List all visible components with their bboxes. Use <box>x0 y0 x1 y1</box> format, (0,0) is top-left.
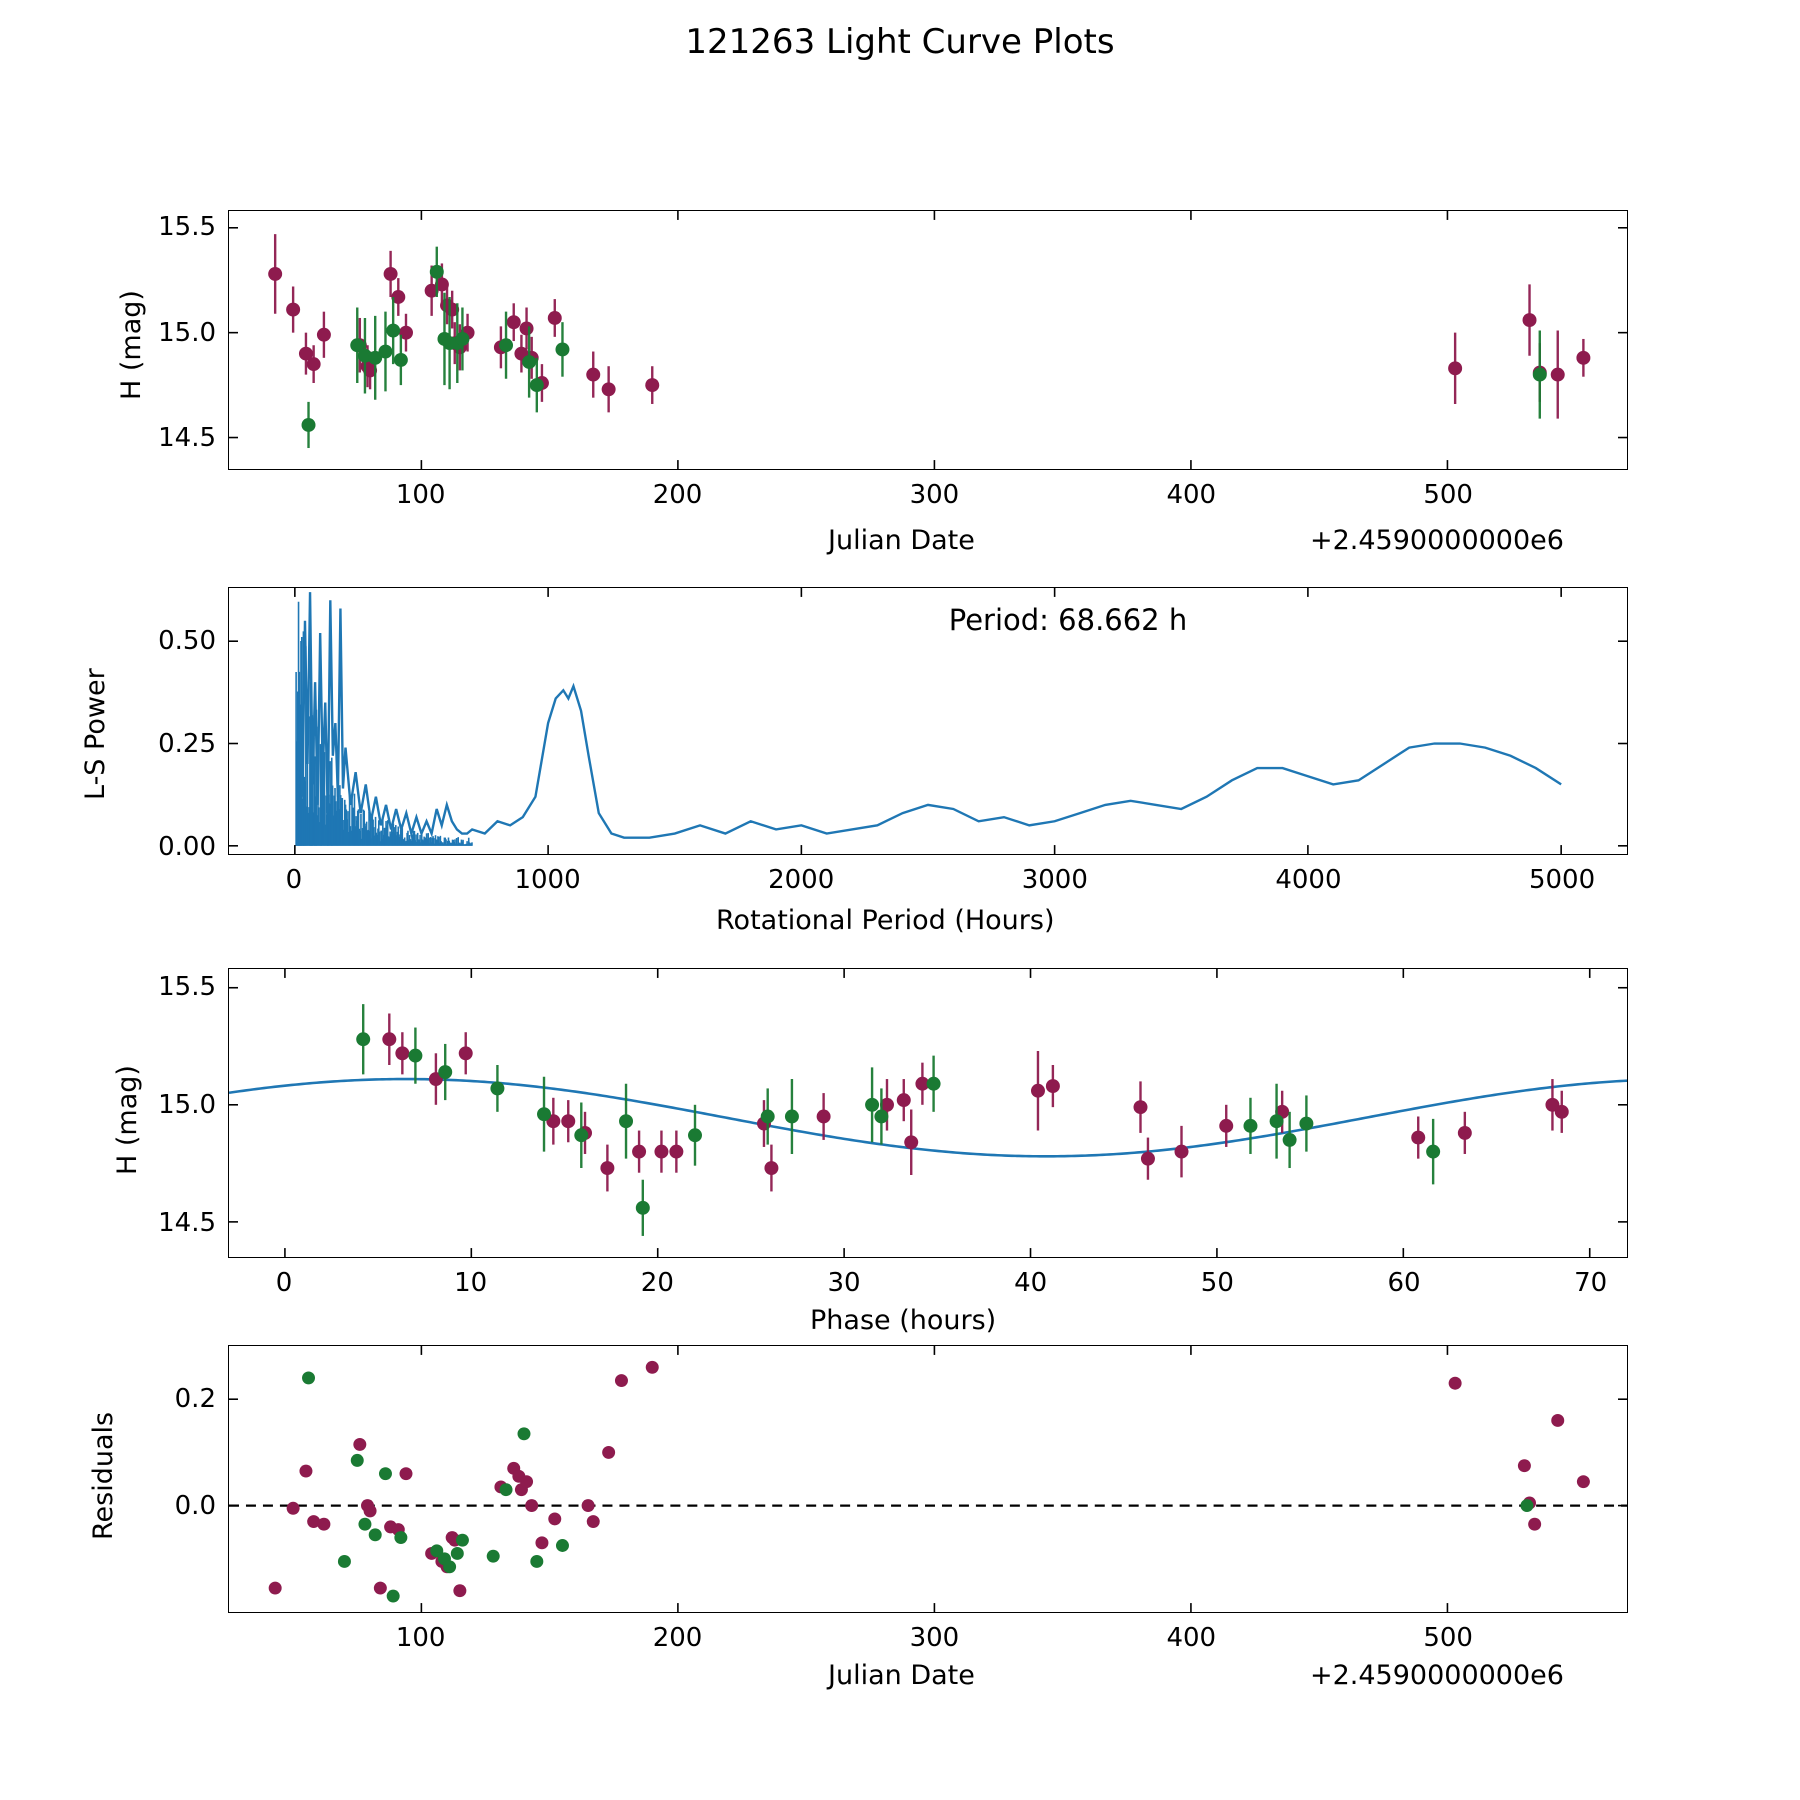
x-tick-label: 400 <box>1166 1623 1217 1653</box>
x-tick-label: 30 <box>827 1268 861 1298</box>
x-tick-label: 40 <box>1014 1268 1048 1298</box>
x-tick-label: 200 <box>652 480 703 510</box>
series-green <box>302 1371 1533 1602</box>
x-tick-label: 1000 <box>514 865 581 895</box>
axis-label-julian-date-1: Julian Date <box>828 525 975 556</box>
x-tick-label: 4000 <box>1275 865 1342 895</box>
y-tick-label: 14.5 <box>158 423 216 454</box>
y-tick-label: 0.00 <box>158 831 216 862</box>
axis-label-h-mag-1: H (mag) <box>116 290 147 400</box>
x-tick-label: 0 <box>285 865 303 895</box>
axes-phase-folded[interactable] <box>228 968 1628 1258</box>
series-green <box>356 1004 1440 1236</box>
y-tick-label: 0.50 <box>158 625 216 656</box>
figure-title: 121263 Light Curve Plots <box>685 22 1115 62</box>
x-tick-label: 100 <box>395 1623 446 1653</box>
axes-residuals[interactable] <box>228 1345 1628 1613</box>
axis-offset-2: +2.4590000000e6 <box>1310 1660 1564 1691</box>
axes-periodogram[interactable] <box>228 587 1628 855</box>
x-tick-label: 70 <box>1574 1268 1608 1298</box>
x-tick-label: 200 <box>652 1623 703 1653</box>
x-tick-label: 2000 <box>768 865 835 895</box>
x-tick-label: 20 <box>640 1268 674 1298</box>
period-annotation: Period: 68.662 h <box>948 603 1188 637</box>
x-tick-label: 300 <box>909 480 960 510</box>
y-tick-label: 15.0 <box>158 1089 216 1120</box>
x-tick-label: 400 <box>1166 480 1217 510</box>
axis-label-h-mag-2: H (mag) <box>112 1065 143 1175</box>
axis-label-julian-date-2: Julian Date <box>828 1660 975 1691</box>
x-tick-label: 300 <box>909 1623 960 1653</box>
x-tick-label: 0 <box>275 1268 293 1298</box>
y-tick-label: 15.5 <box>158 971 216 1002</box>
x-tick-label: 100 <box>395 480 446 510</box>
x-tick-label: 500 <box>1423 1623 1473 1653</box>
series-magenta <box>269 1361 1590 1597</box>
axis-label-residuals: Residuals <box>88 1411 119 1540</box>
line-power <box>297 592 1561 838</box>
x-tick-label: 60 <box>1387 1268 1421 1298</box>
x-tick-label: 3000 <box>1021 865 1088 895</box>
series-magenta <box>268 234 1590 419</box>
x-tick-label: 5000 <box>1528 865 1596 895</box>
axis-label-ls-power: L-S Power <box>80 668 111 800</box>
y-tick-label: 14.5 <box>158 1207 216 1238</box>
y-tick-label: 0.0 <box>174 1490 216 1521</box>
y-tick-label: 15.0 <box>158 317 216 348</box>
axis-label-phase-hours: Phase (hours) <box>810 1305 997 1336</box>
x-tick-label: 10 <box>454 1268 488 1298</box>
y-tick-label: 0.2 <box>174 1383 216 1414</box>
x-tick-label: 500 <box>1423 480 1473 510</box>
axis-label-rotational-period: Rotational Period (Hours) <box>716 905 1055 936</box>
axis-offset-1: +2.4590000000e6 <box>1310 525 1564 556</box>
y-tick-label: 15.5 <box>158 211 216 242</box>
axes-lightcurve-raw[interactable] <box>228 210 1628 470</box>
series-magenta <box>382 1013 1568 1191</box>
y-tick-label: 0.25 <box>158 728 216 759</box>
series-green <box>302 247 1547 448</box>
x-tick-label: 50 <box>1200 1268 1234 1298</box>
